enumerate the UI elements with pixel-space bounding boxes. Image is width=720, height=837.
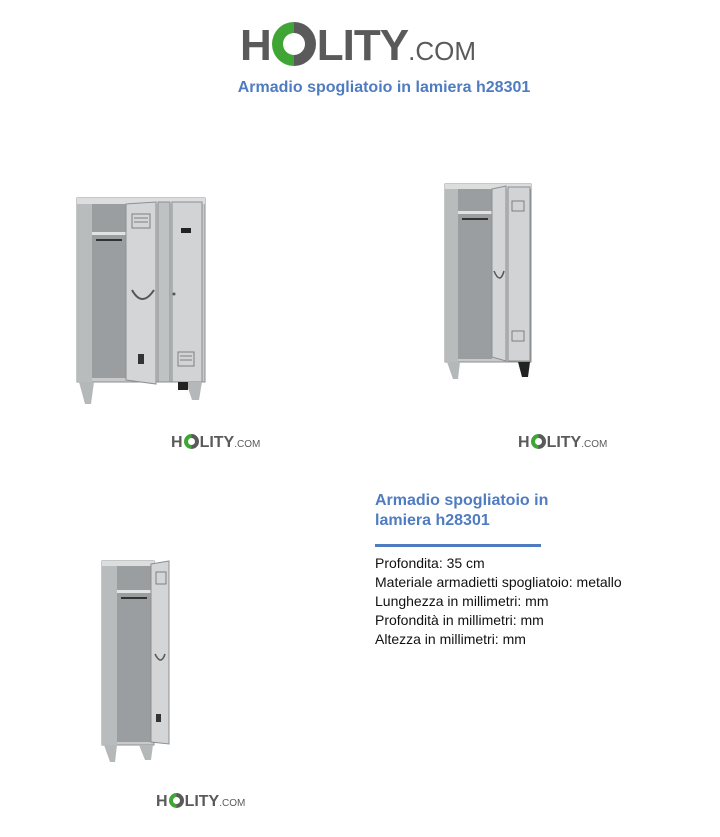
logo-dotcom: .COM bbox=[408, 36, 476, 66]
spec-item: Materiale armadietti spogliatoio: metallo bbox=[375, 574, 622, 590]
logo-h: H bbox=[240, 21, 271, 70]
logo-circle-icon bbox=[272, 22, 316, 66]
page-title: Armadio spogliatoio in lamiera h28301 bbox=[237, 79, 531, 96]
product-image-two-door-locker[interactable] bbox=[442, 181, 534, 381]
holity-logo[interactable] bbox=[240, 16, 476, 71]
product-info bbox=[375, 491, 695, 649]
spec-item: Profondita: 35 cm bbox=[375, 555, 485, 571]
product-name: Armadio spogliatoio in lamiera h28301 bbox=[375, 492, 549, 529]
holity-logo-small: H LITY .COM bbox=[518, 434, 608, 451]
product-image-single-door-locker[interactable] bbox=[99, 558, 173, 766]
logo-circle-icon bbox=[184, 434, 199, 449]
holity-logo-small: H LITY .COM bbox=[171, 434, 261, 451]
logo-circle-icon bbox=[169, 793, 184, 808]
spec-item: Lunghezza in millimetri: mm bbox=[375, 593, 549, 609]
holity-logo-small: H LITY .COM bbox=[156, 793, 246, 810]
logo-lity: LITY bbox=[316, 21, 409, 70]
logo-circle-icon bbox=[531, 434, 546, 449]
spec-list bbox=[375, 554, 695, 649]
spec-item: Altezza in millimetri: mm bbox=[375, 631, 526, 647]
product-image-three-door-locker[interactable] bbox=[74, 194, 208, 408]
spec-item: Profondità in millimetri: mm bbox=[375, 612, 544, 628]
title-underline bbox=[375, 544, 541, 547]
